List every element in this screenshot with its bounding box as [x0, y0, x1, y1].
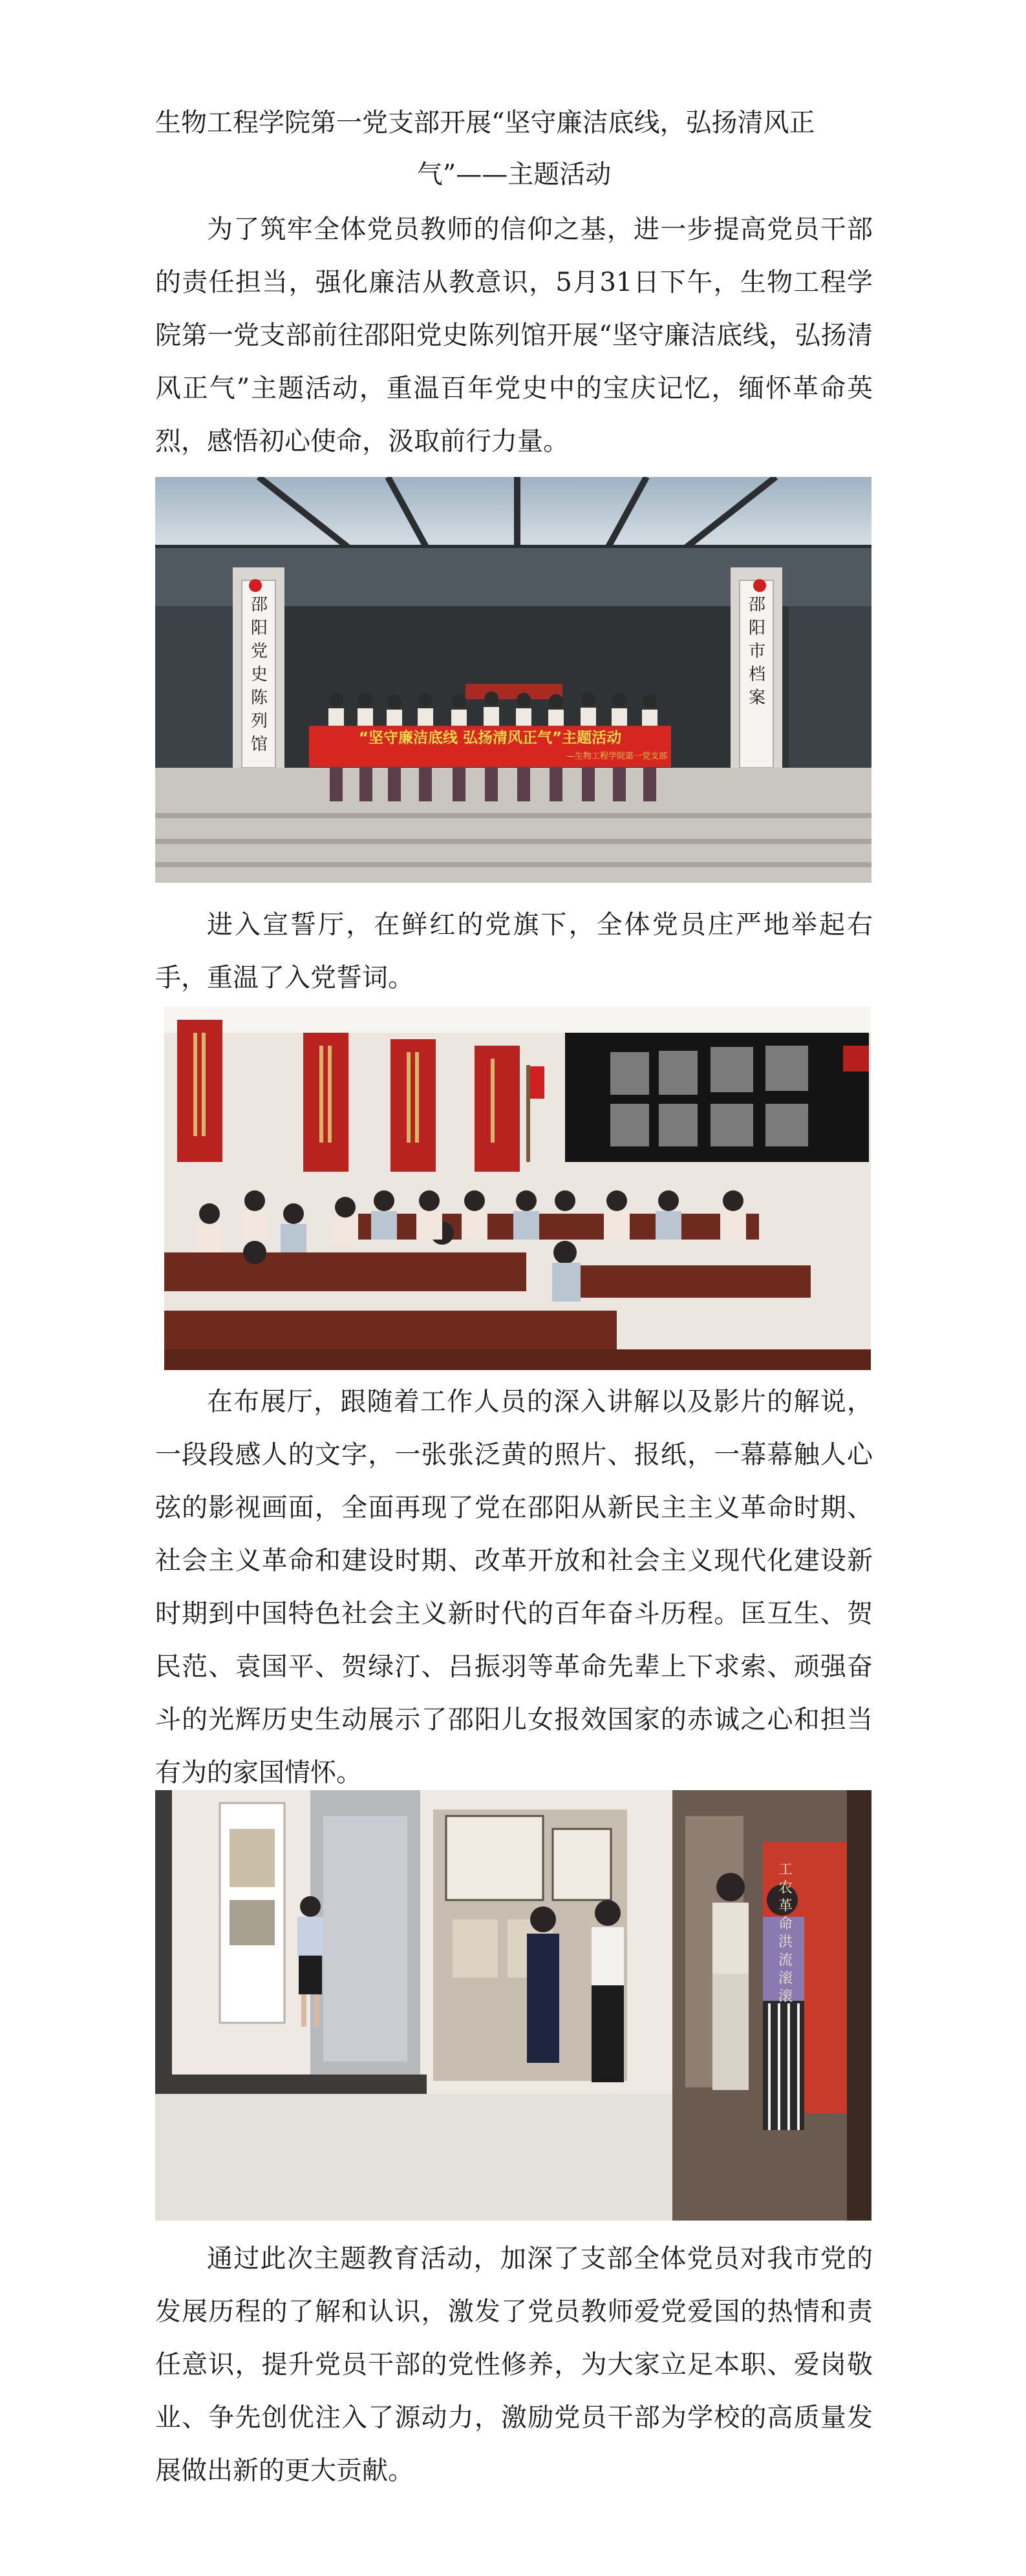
wall-vertical-text: 工农革命 洪流滚滚	[778, 1862, 793, 2005]
paragraph-conclusion: 通过此次主题教育活动，加深了支部全体党员对我市党的发展历程的了解和认识，激发了党员教师爱党爱国的热情和责任意识，提升党员干部的党性修养，为大家立足本职、爱岗敬业、争先创优注入了源动力，激励党员干部为学校的高质量发展做出新的更大贡献。	[155, 2244, 873, 2486]
exhibition-hall-drawing	[155, 1790, 871, 2221]
paragraph-intro: 为了筑牢全体党员教师的信仰之基，进一步提高党员干部的责任担当，强化廉洁从教意识，5月31日下午，生物工程学院第一党支部前往邵阳党史陈列馆开展“坚守廉洁底线，弘扬清风正气”主题活动，重温百年党史中的宝庆记忆，缅怀革命英烈，感悟初心使命，汲取前行力量。	[155, 215, 873, 456]
title-line-2: 气”——主题活动	[416, 160, 612, 189]
paragraph-oath-hall: 进入宣誓厅，在鲜红的党旗下，全体党员庄严地举起右手，重温了入党誓词。	[155, 910, 873, 993]
exhibition-hall-photo	[155, 1790, 871, 2221]
left-pillar-sign: 邵阳党史陈列馆	[250, 595, 268, 754]
banner-main-text: “坚守廉洁底线 弘扬清风正气”主题活动	[358, 730, 622, 746]
banner-sub-text: —生物工程学院第一党支部	[566, 752, 667, 761]
right-pillar-sign: 邵阳市档案	[748, 595, 765, 708]
group-photo-museum-entrance	[155, 477, 871, 883]
article-title	[155, 97, 873, 200]
oath-hall-drawing	[164, 1007, 871, 1370]
title-line-1: 生物工程学院第一党支部开展“坚守廉洁底线，弘扬清风正	[155, 108, 815, 138]
oath-hall-photo	[164, 1007, 871, 1370]
paragraph-exhibition-hall: 在布展厅，跟随着工作人员的深入讲解以及影片的解说，一段段感人的文字，一张张泛黄的照片、报纸，一幕幕触人心弦的影视画面，全面再现了党在邵阳从新民主主义革命时期、社会主义革命和建设时期、改革开放和社会主义现代化建设新时期到中国特色社会主义新时代的百年奋斗历程。匡互生、贺民范、袁国平、贺绿汀、吕振羽等革命先辈上下求索、顽强奋斗的光辉历史生动展示了邵阳儿女报效国家的赤诚之心和担当有为的家国情怀。	[155, 1387, 873, 1788]
